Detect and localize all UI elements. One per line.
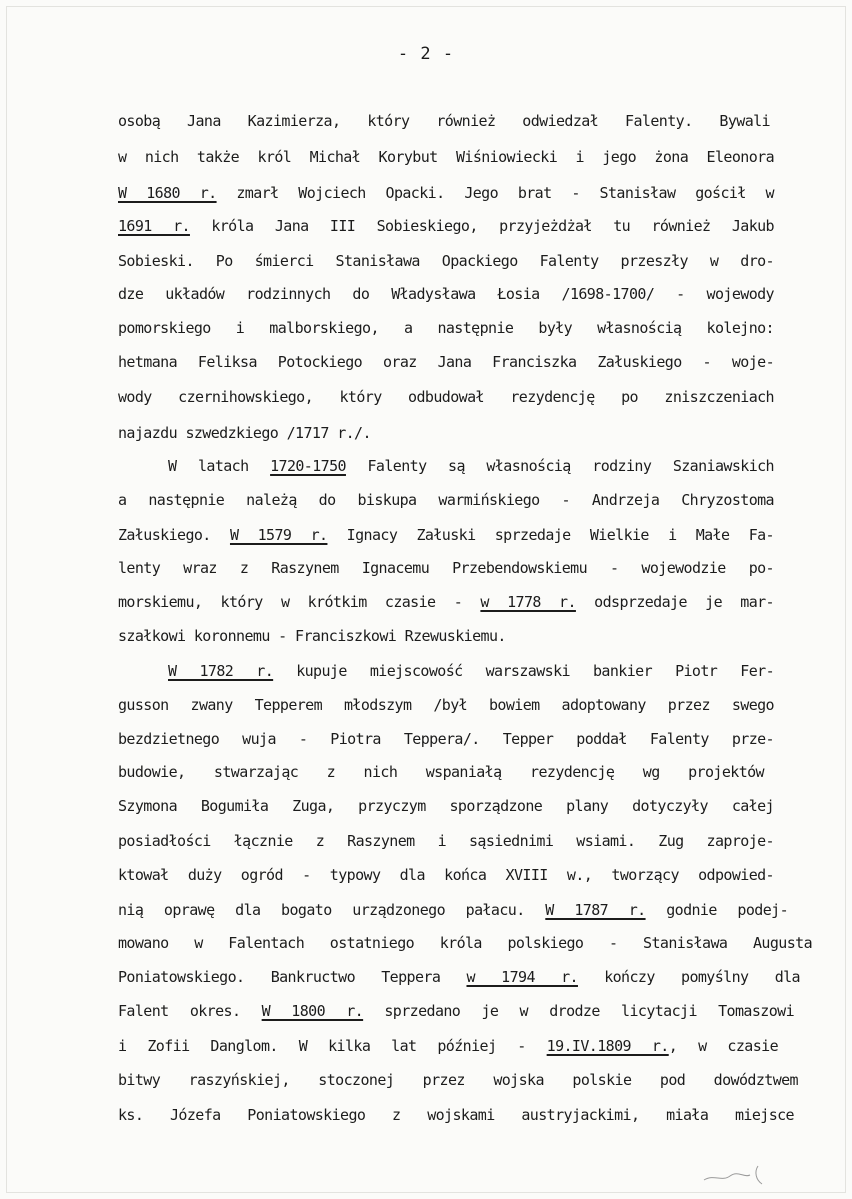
- text-line: [118, 627, 506, 645]
- text-line: [118, 184, 774, 202]
- text-segment: Załuskiego.: [118, 526, 230, 544]
- text-segment: godnie podej-: [645, 901, 789, 919]
- text-line: [118, 491, 774, 509]
- text-line: [118, 593, 774, 611]
- text-segment: morskiemu, który w krótkim czasie -: [118, 593, 481, 611]
- underlined-date: 1720-1750: [270, 457, 346, 475]
- text-segment: W latach: [168, 457, 271, 475]
- text-segment: Falent okres.: [118, 1002, 262, 1020]
- text-segment: pomorskiego i malborskiego, a następnie były własnością kolejno:: [118, 319, 774, 337]
- text-line: [118, 968, 800, 986]
- text-line: [118, 148, 774, 166]
- text-segment: , w czasie: [668, 1037, 778, 1055]
- handwritten-mark: [700, 1158, 780, 1188]
- text-segment: ks. Józefa Poniatowskiego z wojskami austryjackimi, miała miejsce: [118, 1106, 794, 1124]
- text-line: [118, 252, 774, 270]
- text-segment: budowie, stwarzając z nich wspaniałą rezydencję wg projektów: [118, 763, 764, 781]
- text-line: [118, 1106, 794, 1124]
- text-segment: bezdzietnego wuja - Piotra Teppera/. Tepper poddał Falenty prze-: [118, 730, 774, 748]
- text-line: [118, 353, 774, 371]
- text-line: [118, 901, 788, 919]
- text-line: [118, 763, 764, 781]
- text-line: [118, 696, 774, 714]
- underlined-date: w 1778 r.: [480, 593, 576, 611]
- text-line: [118, 217, 774, 235]
- text-line: [118, 526, 774, 544]
- text-segment: Poniatowskiego. Bankructwo Teppera: [118, 968, 467, 986]
- underlined-date: W 1680 r.: [118, 184, 217, 202]
- text-segment: nią oprawę dla bogato urządzonego pałacu.: [118, 901, 546, 919]
- text-segment: Sobieski. Po śmierci Stanisława Opackiego Falenty przeszły w dro-: [118, 252, 774, 270]
- text-line: [118, 797, 774, 815]
- text-line: [118, 388, 774, 406]
- page-number: - 2 -: [397, 44, 455, 64]
- text-segment: lenty wraz z Raszynem Ignacemu Przebendowskiemu - wojewodzie po-: [118, 559, 774, 577]
- text-line: [118, 934, 812, 952]
- underlined-date: W 1787 r.: [545, 901, 646, 919]
- text-line: [118, 424, 371, 442]
- text-segment: kończy pomyślny dla: [577, 968, 800, 986]
- text-line: [118, 559, 774, 577]
- text-segment: posiadłości łącznie z Raszynem i sąsiednimi wsiami. Zug zaproje-: [118, 832, 774, 850]
- text-line: [168, 662, 774, 680]
- text-line: [118, 319, 774, 337]
- underlined-date: 19.IV.1809 r.: [546, 1037, 669, 1055]
- underlined-date: W 1800 r.: [261, 1002, 364, 1020]
- text-segment: hetmana Feliksa Potockiego oraz Jana Franciszka Załuskiego - woje-: [118, 353, 774, 371]
- text-segment: odsprzedaje je mar-: [575, 593, 774, 611]
- text-segment: szałkowi koronnemu - Franciszkowi Rzewuskiemu.: [118, 627, 506, 645]
- text-segment: Szymona Bogumiła Zuga, przyczym sporządzone plany dotyczyły całej: [118, 797, 774, 815]
- text-segment: dze układów rodzinnych do Władysława Łosia /1698-1700/ - wojewody: [118, 285, 774, 303]
- underlined-date: 1691 r.: [118, 217, 190, 235]
- text-line: [118, 1002, 794, 1020]
- text-segment: osobą Jana Kazimierza, który również odwiedzał Falenty. Bywali: [118, 112, 770, 130]
- underlined-date: W 1782 r.: [168, 662, 274, 680]
- text-segment: zmarł Wojciech Opacki. Jego brat - Stanisław gościł w: [216, 184, 774, 202]
- text-segment: i Zofii Danglom. W kilka lat później -: [118, 1037, 547, 1055]
- text-segment: gusson zwany Tepperem młodszym /był bowiem adoptowany przez swego: [118, 696, 774, 714]
- text-segment: mowano w Falentach ostatniego króla polskiego - Stanisława Augusta: [118, 934, 812, 952]
- text-line: [118, 832, 774, 850]
- underlined-date: w 1794 r.: [466, 968, 578, 986]
- text-segment: Ignacy Załuski sprzedaje Wielkie i Małe Fa-: [327, 526, 774, 544]
- text-line: [118, 1071, 798, 1089]
- text-segment: bitwy raszyńskiej, stoczonej przez wojska polskie pod dowództwem: [118, 1071, 798, 1089]
- text-line: [118, 866, 774, 884]
- text-line: [118, 112, 770, 130]
- text-segment: w nich także król Michał Korybut Wiśniowiecki i jego żona Eleonora: [118, 148, 774, 166]
- text-segment: ktował duży ogród - typowy dla końca XVIII w., tworzący odpowied-: [118, 866, 774, 884]
- text-line: [118, 730, 774, 748]
- text-line: [118, 1037, 778, 1055]
- text-line: [118, 285, 774, 303]
- text-segment: kupuje miejscowość warszawski bankier Piotr Fer-: [273, 662, 774, 680]
- text-segment: Falenty są własnością rodziny Szaniawskich: [345, 457, 774, 475]
- text-segment: króla Jana III Sobieskiego, przyjeżdżał tu również Jakub: [189, 217, 774, 235]
- text-segment: wody czernihowskiego, który odbudował rezydencję po zniszczeniach: [118, 388, 774, 406]
- text-line: [168, 457, 774, 475]
- underlined-date: W 1579 r.: [229, 526, 328, 544]
- text-segment: a następnie należą do biskupa warmińskiego - Andrzeja Chryzostoma: [118, 491, 774, 509]
- text-segment: sprzedano je w drodze licytacji Tomaszowi: [363, 1002, 795, 1020]
- text-segment: najazdu szwedzkiego /1717 r./.: [118, 424, 371, 442]
